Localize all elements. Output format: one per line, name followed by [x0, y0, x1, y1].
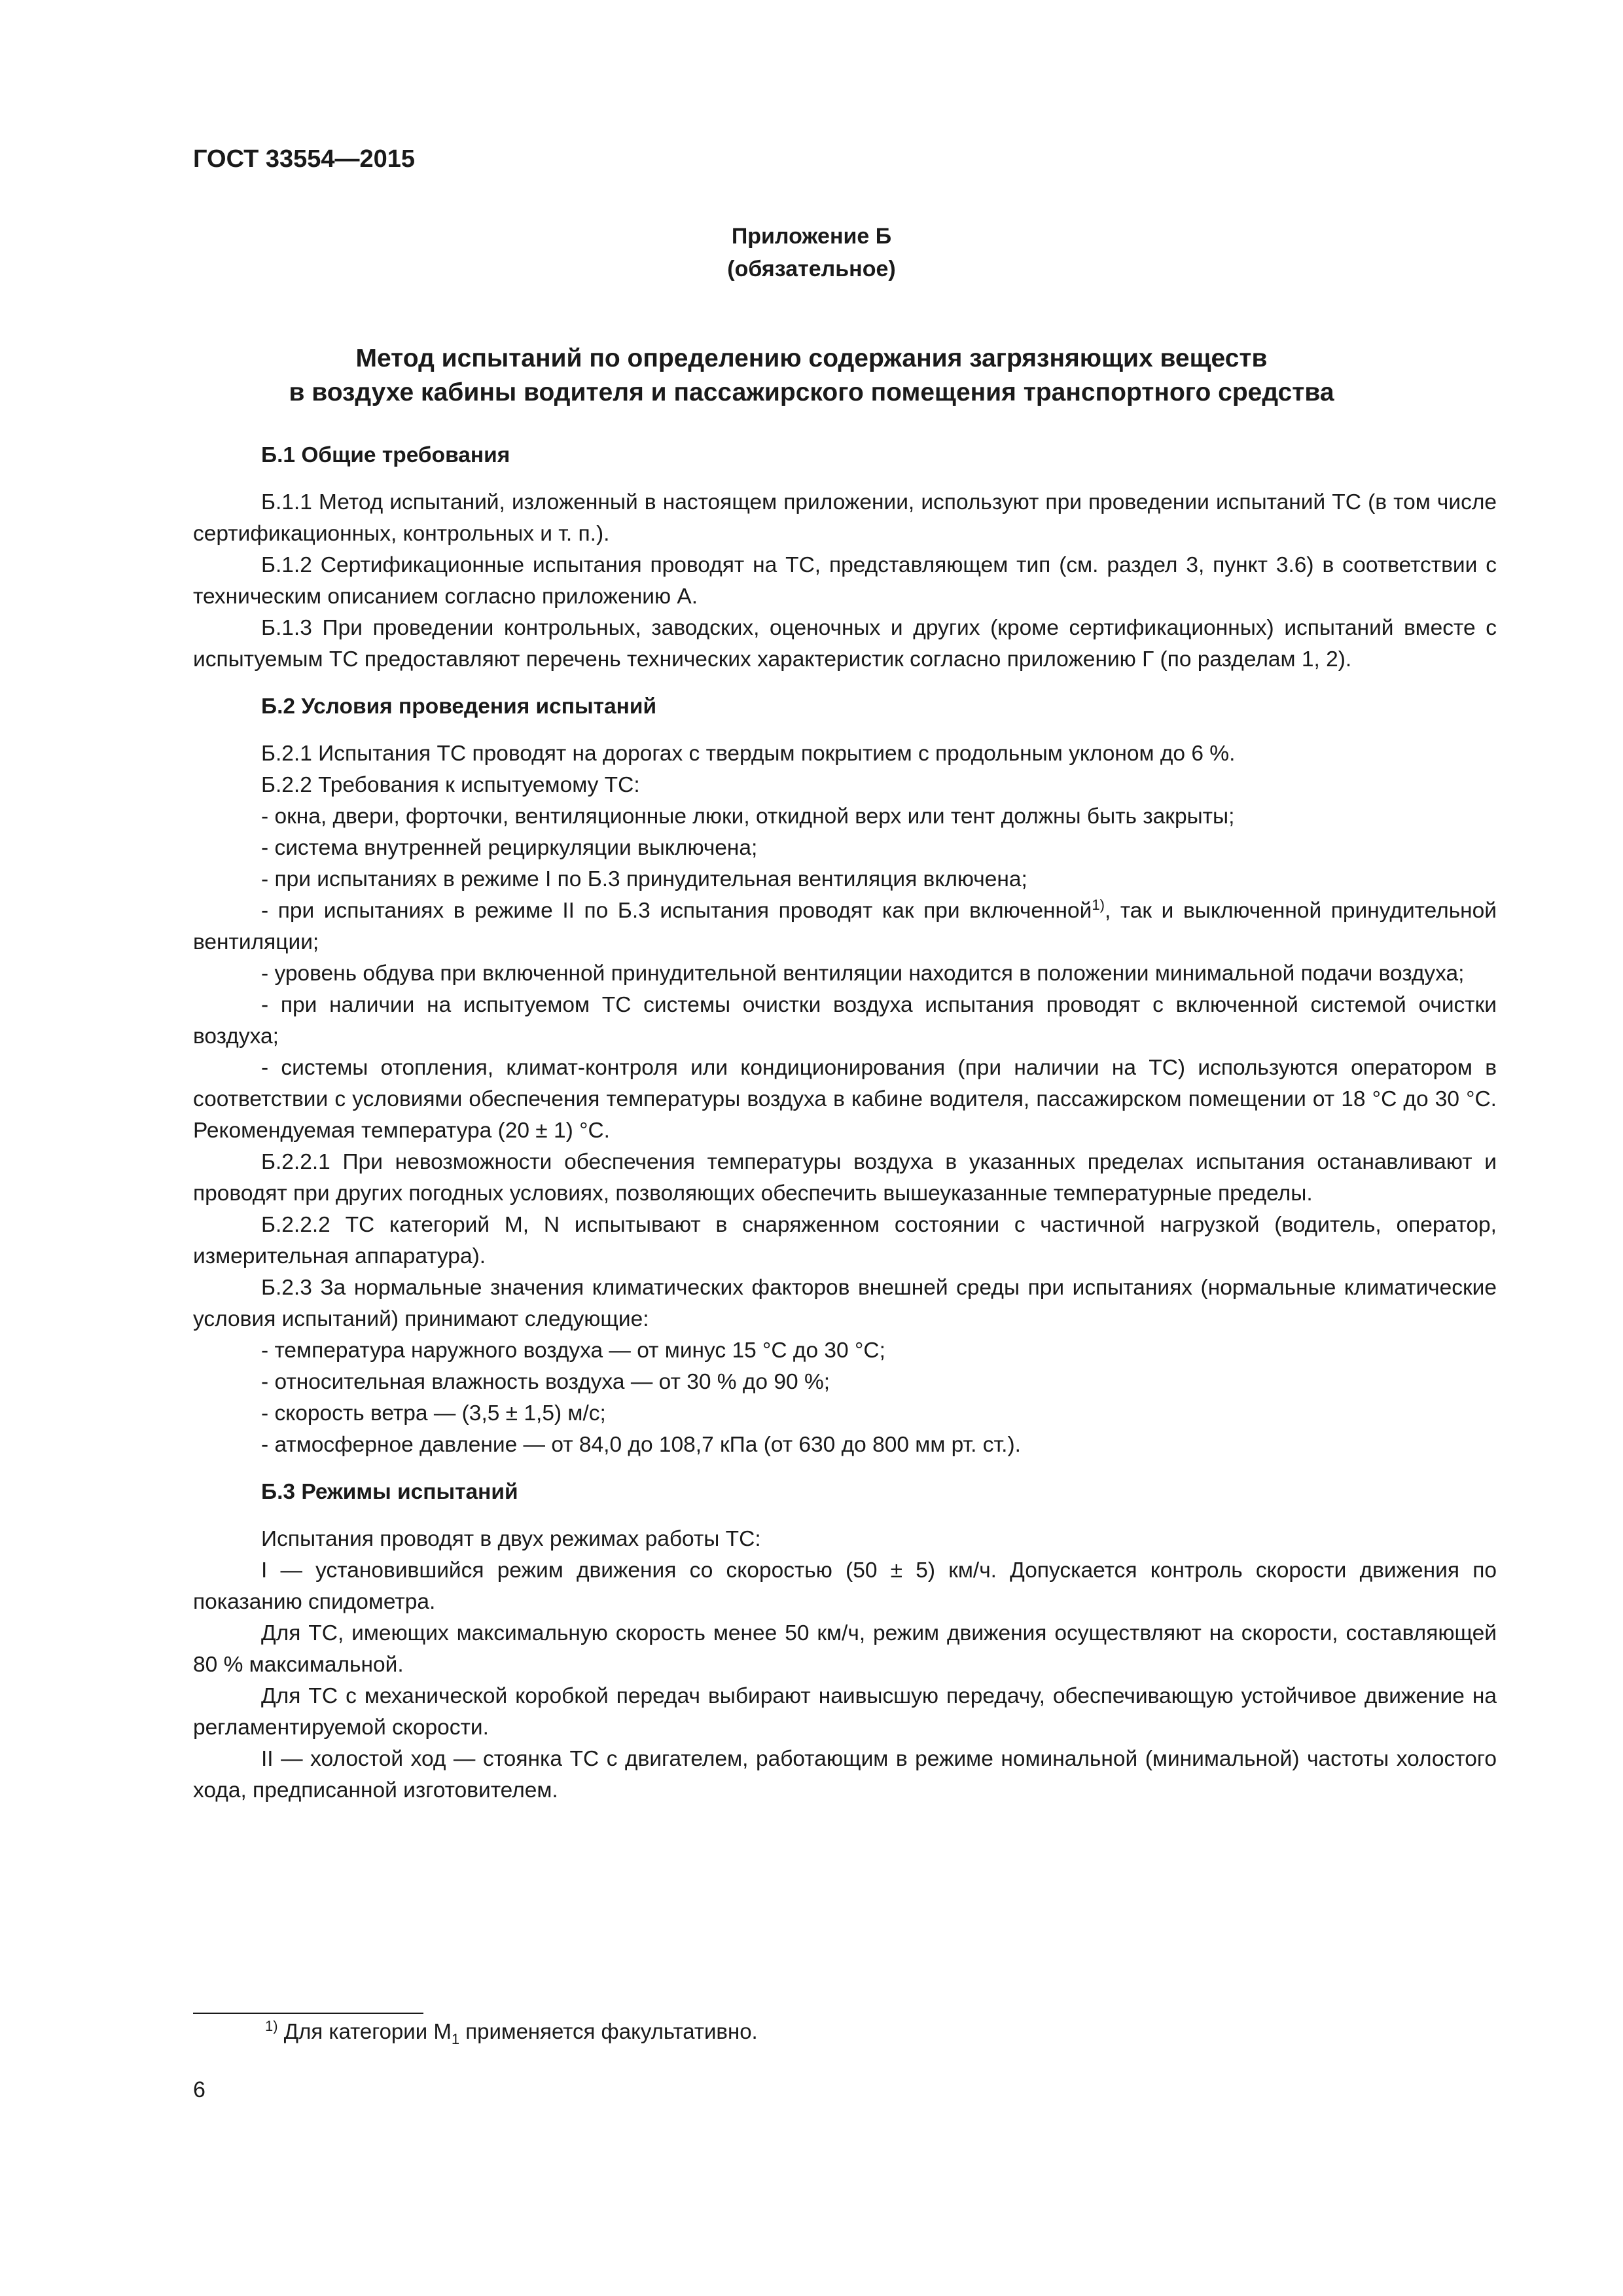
paragraph-b1-3: Б.1.3 При проведении контрольных, заводских, оценочных и других (кроме сертификационных) испытаний вместе с испытуемым ТС предоставляют перечень технических характеристик согласно приложению Г (по разделам 1, 2). — [193, 616, 1497, 672]
footnote-text-end: применяется факультативно. — [459, 2019, 758, 2043]
footnote-reference: 1) — [1092, 897, 1105, 913]
climate-item: - атмосферное давление — от 84,0 до 108,7 кПа (от 630 до 800 мм рт. ст.). — [261, 1433, 1021, 1457]
section-b3-heading: Б.3 Режимы испытаний — [261, 1480, 518, 1504]
paragraph-b2-2-2: Б.2.2.2 ТС категорий М, N испытывают в снаряженном состоянии с частичной нагрузкой (водитель, оператор, измерительная аппаратура). — [193, 1213, 1497, 1268]
paragraph-b2-3: Б.2.3 За нормальные значения климатических факторов внешней среды при испытаниях (нормальные климатические условия испытаний) принимают следующие: — [193, 1276, 1497, 1331]
section-b1-heading: Б.1 Общие требования — [261, 443, 510, 467]
document-title-line2: в воздухе кабины водителя и пассажирского помещения транспортного средства — [289, 378, 1334, 406]
climate-item: - температура наружного воздуха — от минус 15 °С до 30 °С; — [261, 1338, 885, 1363]
paragraph-b3-3: Для ТС с механической коробкой передач выбирают наивысшую передачу, обеспечивающую устойчивое движение на регламентируемой скорости. — [193, 1684, 1497, 1740]
footnote-divider — [193, 2013, 423, 2014]
paragraph-b3-0: Испытания проводят в двух режимах работы ТС: — [261, 1527, 761, 1551]
standard-header: ГОСТ 33554—2015 — [193, 145, 416, 173]
page-number: 6 — [193, 2077, 205, 2102]
requirement-item: - уровень обдува при включенной принудительной вентиляции находится в положении минимальной подачи воздуха; — [261, 961, 1465, 986]
requirement-item-text: , так и выключенной принудительной вентиляции; — [193, 899, 1497, 954]
paragraph-b3-2: Для ТС, имеющих максимальную скорость менее 50 км/ч, режим движения осуществляют на скорости, составляющей 80 % максимальной. — [193, 1621, 1497, 1677]
paragraph-b1-1: Б.1.1 Метод испытаний, изложенный в настоящем приложении, используют при проведении испытаний ТС (в том числе сертификационных, контрольных и т. п.). — [193, 490, 1497, 546]
paragraph-b2-2: Б.2.2 Требования к испытуемому ТС: — [261, 773, 640, 797]
document-title-line1: Метод испытаний по определению содержания загрязняющих веществ — [355, 344, 1268, 372]
paragraph-b3-mode-2: II — холостой ход — стоянка ТС с двигателем, работающим в режиме номинальной (минимальной) частоты холостого хода, предписанной изготовителем. — [193, 1747, 1497, 1803]
appendix-status: (обязательное) — [727, 257, 896, 281]
requirement-item: - системы отопления, климат-контроля или кондиционирования (при наличии на ТС) используются оператором в соответствии с условиями обеспечения температуры воздуха в кабине водителя, пассажирском помещении от 18 °С до 30 °С. Рекомендуемая температура (20 ± 1) °С. — [193, 1056, 1497, 1143]
requirement-item-text: - при испытаниях в режиме II по Б.3 испытания проводят как при включенной — [261, 899, 1092, 923]
requirement-item: - окна, двери, форточки, вентиляционные люки, откидной верх или тент должны быть закрыты; — [261, 804, 1235, 829]
climate-item: - скорость ветра — (3,5 ± 1,5) м/с; — [261, 1401, 606, 1426]
footnote-subscript: 1 — [451, 2031, 460, 2047]
paragraph-b2-1: Б.2.1 Испытания ТС проводят на дорогах с твердым покрытием с продольным уклоном до 6 %. — [261, 742, 1236, 766]
requirement-item: - при наличии на испытуемом ТС системы очистки воздуха испытания проводят с включенной системой очистки воздуха; — [193, 993, 1497, 1049]
appendix-title: Приложение Б — [731, 224, 892, 249]
footnote-text: Для категории М — [283, 2019, 452, 2043]
footnote-mark: 1) — [265, 2018, 278, 2034]
paragraph-b1-2: Б.1.2 Сертификационные испытания проводят на ТС, представляющем тип (см. раздел 3, пункт 3.6) в соответствии с техническим описанием согласно приложению А. — [193, 553, 1497, 609]
paragraph-b3-mode-1: I — установившийся режим движения со скоростью (50 ± 5) км/ч. Допускается контроль скорости движения по показанию спидометра. — [193, 1558, 1497, 1614]
climate-item: - относительная влажность воздуха — от 30 % до 90 %; — [261, 1370, 830, 1394]
requirement-item: - система внутренней рециркуляции выключена; — [261, 836, 758, 860]
paragraph-b2-2-1: Б.2.2.1 При невозможности обеспечения температуры воздуха в указанных пределах испытания останавливают и проводят при других погодных условиях, позволяющих обеспечить вышеуказанные температурные пределы. — [193, 1150, 1497, 1206]
requirement-item: - при испытаниях в режиме I по Б.3 принудительная вентиляция включена; — [261, 867, 1027, 891]
document-title — [0, 342, 1623, 410]
footnote — [265, 2019, 758, 2048]
document-body — [193, 440, 1497, 1806]
requirement-item — [193, 895, 1497, 958]
section-b2-heading: Б.2 Условия проведения испытаний — [261, 694, 657, 719]
